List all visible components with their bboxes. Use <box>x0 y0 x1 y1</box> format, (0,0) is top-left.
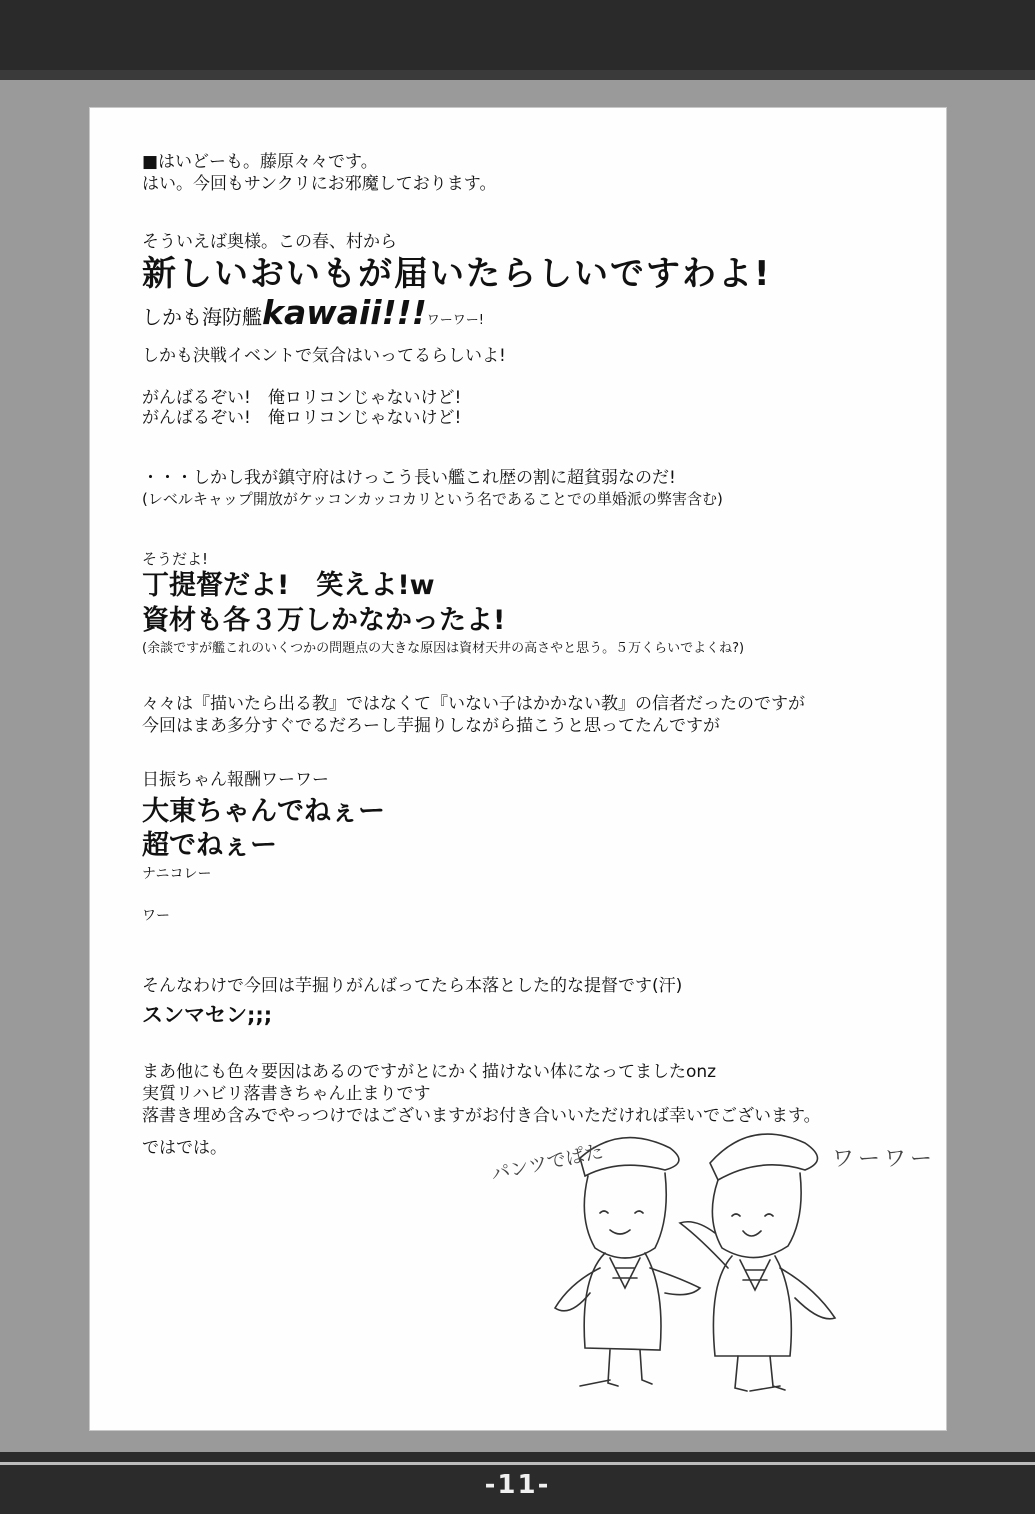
cho-denee-line: 超でねぇー <box>142 830 277 861</box>
left-girl-arm-left <box>555 1268 600 1311</box>
daito-line: 大東ちゃんでねぇー <box>142 796 385 827</box>
top-inner-band <box>0 70 1035 80</box>
tei-admiral-line: 丁提督だよ! 笑えよ!w <box>142 570 435 601</box>
left-girl-face <box>600 1211 643 1234</box>
text-page <box>90 108 946 1430</box>
right-girl-face <box>732 1214 773 1236</box>
nanikore-line: ナニコレー <box>142 866 212 882</box>
ganbaru-line-1: がんばるぞい! 俺ロリコンじゃないけど! <box>142 388 462 408</box>
intro-line: はい。今回もサンクリにお邪魔しております。 <box>142 174 497 194</box>
believer-line: 々々は『描いたら出る教』ではなくて『いない子はかかない教』の信者だったのですが <box>142 694 805 714</box>
hiburi-reward-line: 日振ちゃん報酬ワーワー <box>142 770 329 790</box>
conclusion-line: そんなわけで今回は芋掘りがんばってたら本落とした的な提督です(汗) <box>142 976 683 996</box>
kawaii-prefix: しかも海防艦 <box>142 305 262 329</box>
headline-line: 新しいおいもが届いたらしいですわよ! <box>142 254 772 294</box>
weak-fleet-line: ・・・しかし我が鎮守府はけっこう長い艦これ歴の割に超貧弱なのだ! <box>142 468 676 488</box>
right-girl-head <box>712 1173 801 1258</box>
resources-line: 資材も各３万しかなかったよ! <box>142 605 506 636</box>
wa-line: ワー <box>142 908 170 924</box>
reasons-line: まあ他にも色々要因はあるのですがとにかく描けない体になってましたonz <box>142 1062 717 1082</box>
apology-line: 落書き埋め含みでやっつけではございますがお付き合いいただければ幸いでございます。 <box>142 1106 821 1126</box>
resources-aside-line: (余談ですが艦これのいくつかの問題点の大きな原因は資材天井の高さやと思う。５万くらいでよくね?) <box>142 641 745 656</box>
right-girl-hat <box>710 1134 818 1180</box>
ground-strokes <box>580 1380 780 1391</box>
kawaii-line <box>142 293 484 333</box>
left-girl-collar <box>610 1258 640 1288</box>
page-number: -11- <box>484 1470 551 1500</box>
event-line: しかも決戦イベントで気合はいってるらしいよ! <box>142 346 506 366</box>
left-girl-head <box>584 1173 666 1258</box>
sketch-note-right: ワーワー <box>832 1147 937 1172</box>
level-cap-line: (レベルキャップ開放がケッコンカッコカリという名であることでの単婚派の弊害含む) <box>142 490 723 508</box>
bottom-rule <box>0 1462 1035 1465</box>
ganbaru-line-2: がんばるぞい! 俺ロリコンじゃないけど! <box>142 408 462 428</box>
sketch-note-left: パンツでぱた <box>489 1140 606 1186</box>
greeting-line: ■はいどーも。藤原々々です。 <box>142 152 378 172</box>
kawaii-word: kawaii!!! <box>262 293 427 332</box>
soudayo-line: そうだよ! <box>142 550 209 568</box>
kawaii-suffix: ワーワー! <box>426 313 484 328</box>
right-girl-body <box>713 1256 791 1356</box>
closing-line: ではでは。 <box>142 1138 227 1158</box>
plan-line: 今回はまあ多分すぐでるだろーし芋掘りしながら描こうと思ってたんですが <box>142 716 720 736</box>
rehab-line: 実質リハビリ落書きちゃん止まりです <box>142 1084 431 1104</box>
top-dark-band <box>0 0 1035 70</box>
left-girl-legs <box>608 1350 652 1386</box>
sumimasen-line: スンマセン;;; <box>142 1003 273 1027</box>
aside-line: そういえば奥様。この春、村から <box>142 232 397 252</box>
right-girl-collar <box>740 1260 770 1290</box>
